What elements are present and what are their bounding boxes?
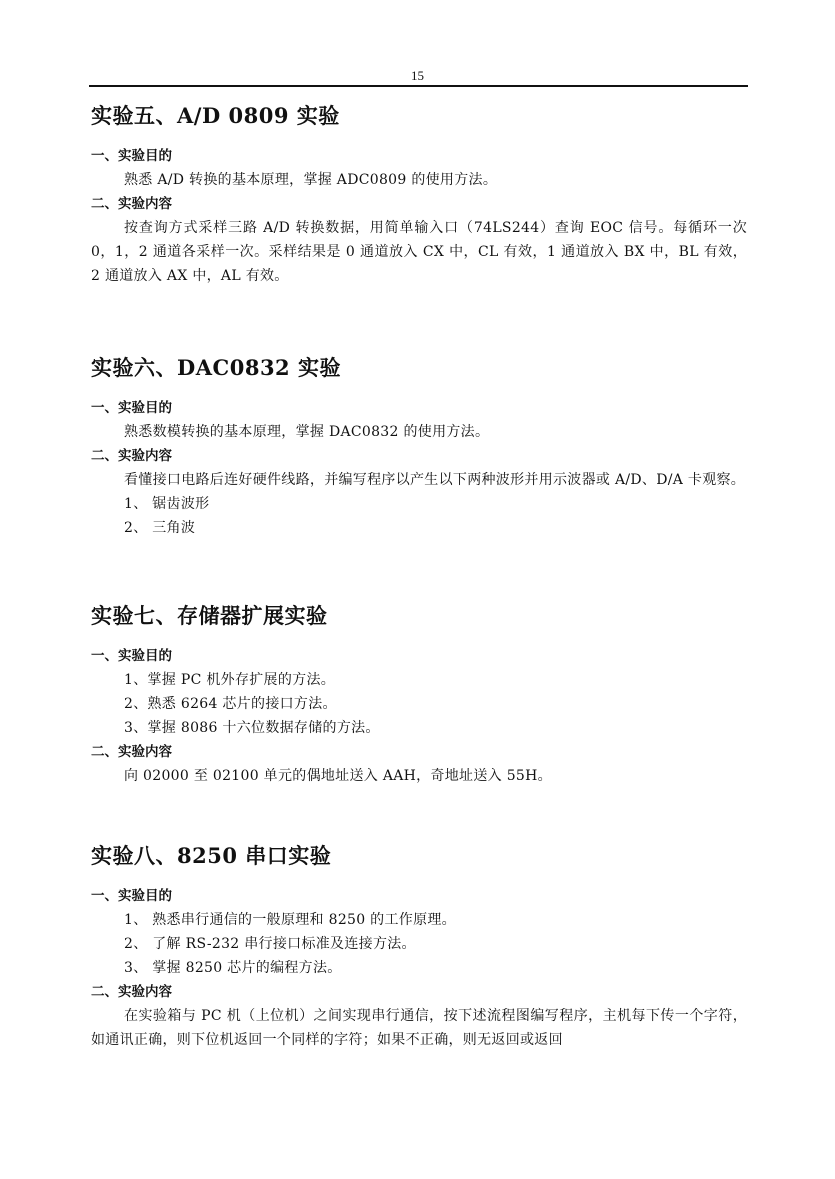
experiment-6 — [91, 352, 747, 540]
list-item: 3、掌握 8086 十六位数据存储的方法。 — [124, 720, 380, 736]
section-heading: 二、实验内容 — [91, 448, 172, 464]
section-heading: 一、实验目的 — [91, 148, 172, 164]
paragraph: 熟悉数模转换的基本原理，掌握 DAC0832 的使用方法。 — [124, 424, 490, 440]
list-item: 1、 熟悉串行通信的一般原理和 8250 的工作原理。 — [124, 912, 456, 928]
experiment-title: 实验七、存储器扩展实验 — [91, 603, 328, 628]
page-number: 15 — [411, 68, 424, 83]
page-body — [91, 100, 747, 1052]
list-item: 2、熟悉 6264 芯片的接口方法。 — [124, 696, 337, 712]
paragraph: 按查询方式采样三路 A/D 转换数据，用简单输入口（74LS244）查询 EOC 信号。每循环一次 0，1，2 通道各采样一次。采样结果是 0 通道放入 CX 中，CL 有效，1 通道放入 BX 中，BL 有效，2 通道放入 AX 中，AL 有效。 — [91, 220, 747, 284]
experiment-title: 实验六、DAC0832 实验 — [91, 355, 341, 380]
section-heading: 二、实验内容 — [91, 196, 172, 212]
experiment-title: 实验五、A/D 0809 实验 — [91, 103, 340, 128]
experiment-title: 实验八、8250 串口实验 — [91, 843, 332, 868]
experiment-7 — [91, 600, 747, 788]
section-heading: 一、实验目的 — [91, 648, 172, 664]
paragraph: 熟悉 A/D 转换的基本原理，掌握 ADC0809 的使用方法。 — [124, 172, 498, 188]
list-item: 1、 锯齿波形 — [124, 496, 210, 512]
paragraph: 看懂接口电路后连好硬件线路，并编写程序以产生以下两种波形并用示波器或 A/D、D/A 卡观察。 — [124, 472, 746, 488]
section-heading: 二、实验内容 — [91, 744, 172, 760]
section-heading: 一、实验目的 — [91, 400, 172, 416]
list-item: 3、 掌握 8250 芯片的编程方法。 — [124, 960, 342, 976]
list-item: 1、掌握 PC 机外存扩展的方法。 — [124, 672, 336, 688]
experiment-8 — [91, 840, 747, 1052]
paragraph: 向 02000 至 02100 单元的偶地址送入 AAH，奇地址送入 55H。 — [124, 768, 552, 784]
section-heading: 一、实验目的 — [91, 888, 172, 904]
experiment-5 — [91, 100, 747, 288]
paragraph: 在实验箱与 PC 机（上位机）之间实现串行通信，按下述流程图编写程序，主机每下传一个字符，如通讯正确，则下位机返回一个同样的字符；如果不正确，则无返回或返回 — [91, 1008, 747, 1048]
section-heading: 二、实验内容 — [91, 984, 172, 1000]
list-item: 2、 了解 RS-232 串行接口标准及连接方法。 — [124, 936, 416, 952]
header-rule — [89, 85, 748, 87]
list-item: 2、 三角波 — [124, 520, 196, 536]
